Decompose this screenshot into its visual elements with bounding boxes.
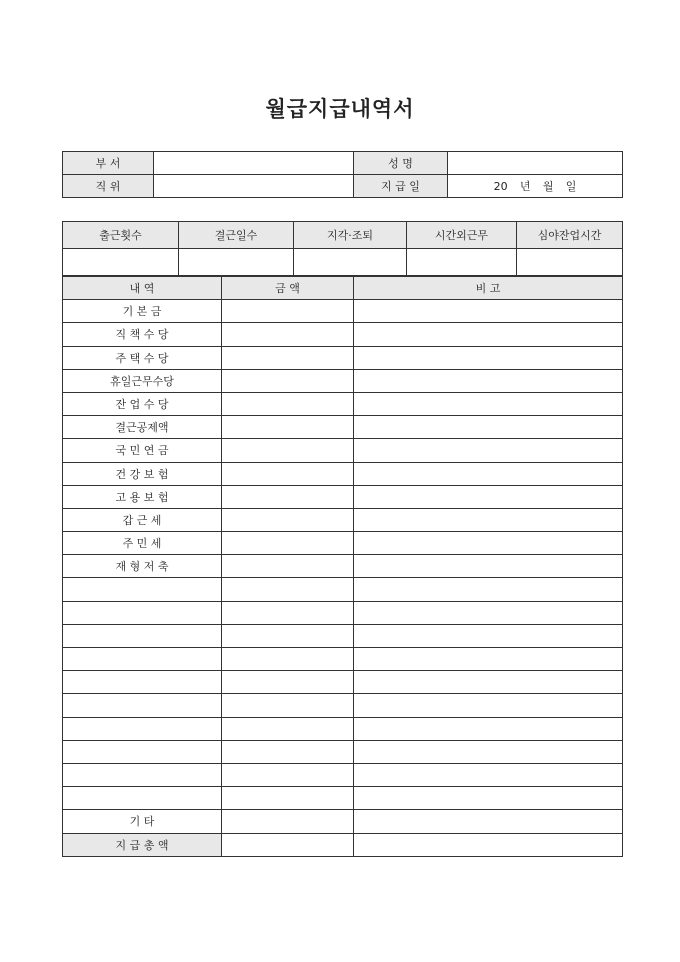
item-amount-field[interactable] xyxy=(222,439,354,462)
name-field[interactable] xyxy=(448,152,623,175)
item-amount-field[interactable] xyxy=(222,346,354,369)
table-row xyxy=(63,671,623,694)
item-remarks-field[interactable] xyxy=(354,833,623,856)
item-remarks-field[interactable] xyxy=(354,601,623,624)
item-label: 주 택 수 당 xyxy=(63,346,222,369)
table-row xyxy=(63,648,623,671)
item-label: 휴일근무수당 xyxy=(63,369,222,392)
item-label: 직 책 수 당 xyxy=(63,323,222,346)
table-row xyxy=(63,787,623,810)
item-amount-field[interactable] xyxy=(222,671,354,694)
item-remarks-field[interactable] xyxy=(354,648,623,671)
attendance-value-field[interactable] xyxy=(179,249,294,276)
dept-field[interactable] xyxy=(154,152,354,175)
attendance-header: 심야잔업시간 xyxy=(517,222,623,249)
item-label: 고 용 보 험 xyxy=(63,485,222,508)
item-amount-field[interactable] xyxy=(222,763,354,786)
item-remarks-field[interactable] xyxy=(354,787,623,810)
item-amount-field[interactable] xyxy=(222,485,354,508)
table-row xyxy=(63,717,623,740)
item-remarks-field[interactable] xyxy=(354,763,623,786)
name-label: 성 명 xyxy=(354,152,448,175)
table-row xyxy=(63,485,623,508)
item-label xyxy=(63,601,222,624)
item-amount-field[interactable] xyxy=(222,717,354,740)
attendance-value-field[interactable] xyxy=(294,249,407,276)
item-amount-field[interactable] xyxy=(222,369,354,392)
position-label: 직 위 xyxy=(63,175,154,198)
table-row xyxy=(63,624,623,647)
item-label xyxy=(63,763,222,786)
item-label xyxy=(63,787,222,810)
item-remarks-field[interactable] xyxy=(354,624,623,647)
table-row xyxy=(63,833,623,856)
attendance-table xyxy=(62,221,623,276)
item-amount-field[interactable] xyxy=(222,555,354,578)
item-remarks-field[interactable] xyxy=(354,671,623,694)
item-remarks-field[interactable] xyxy=(354,485,623,508)
attendance-header: 시간외근무 xyxy=(407,222,517,249)
page-title: 월급지급내역서 xyxy=(265,97,415,121)
table-row xyxy=(63,578,623,601)
item-label: 기 본 금 xyxy=(63,300,222,323)
item-label xyxy=(63,648,222,671)
table-row xyxy=(63,323,623,346)
item-amount-field[interactable] xyxy=(222,416,354,439)
table-row xyxy=(63,439,623,462)
table-row xyxy=(63,392,623,415)
item-label: 결근공제액 xyxy=(63,416,222,439)
item-label xyxy=(63,694,222,717)
table-row xyxy=(63,532,623,555)
item-amount-field[interactable] xyxy=(222,648,354,671)
attendance-header: 출근횟수 xyxy=(63,222,179,249)
table-row xyxy=(63,300,623,323)
item-remarks-field[interactable] xyxy=(354,532,623,555)
table-row xyxy=(63,508,623,531)
item-amount-field[interactable] xyxy=(222,740,354,763)
item-label xyxy=(63,671,222,694)
item-amount-field[interactable] xyxy=(222,810,354,833)
attendance-header: 결근일수 xyxy=(179,222,294,249)
item-amount-field[interactable] xyxy=(222,392,354,415)
table-row xyxy=(63,740,623,763)
item-amount-field[interactable] xyxy=(222,833,354,856)
table-row xyxy=(63,346,623,369)
position-field[interactable] xyxy=(154,175,354,198)
table-row xyxy=(63,416,623,439)
payday-label: 지 급 일 xyxy=(354,175,448,198)
item-amount-field[interactable] xyxy=(222,508,354,531)
item-label: 기 타 xyxy=(63,810,222,833)
table-row xyxy=(63,810,623,833)
item-remarks-field[interactable] xyxy=(354,508,623,531)
item-label xyxy=(63,578,222,601)
table-row xyxy=(63,694,623,717)
item-label xyxy=(63,624,222,647)
item-amount-field[interactable] xyxy=(222,601,354,624)
table-row xyxy=(63,601,623,624)
item-label: 갑 근 세 xyxy=(63,508,222,531)
item-remarks-field[interactable] xyxy=(354,717,623,740)
item-amount-field[interactable] xyxy=(222,300,354,323)
employee-info-table xyxy=(62,151,623,198)
item-label: 재 형 저 축 xyxy=(63,555,222,578)
attendance-value-field[interactable] xyxy=(517,249,623,276)
item-label: 국 민 연 금 xyxy=(63,439,222,462)
item-remarks-field[interactable] xyxy=(354,810,623,833)
table-row xyxy=(63,462,623,485)
item-remarks-field[interactable] xyxy=(354,323,623,346)
item-label: 건 강 보 험 xyxy=(63,462,222,485)
item-label: 잔 업 수 당 xyxy=(63,392,222,415)
pay-items-table xyxy=(62,276,623,857)
item-amount-field[interactable] xyxy=(222,787,354,810)
item-label xyxy=(63,740,222,763)
attendance-value-field[interactable] xyxy=(63,249,179,276)
item-remarks-field[interactable] xyxy=(354,555,623,578)
item-label: 주 민 세 xyxy=(63,532,222,555)
item-remarks-field[interactable] xyxy=(354,369,623,392)
item-label xyxy=(63,717,222,740)
item-remarks-field[interactable] xyxy=(354,740,623,763)
item-label: 지 급 총 액 xyxy=(63,833,222,856)
items-header-amount: 금 액 xyxy=(222,277,354,300)
item-remarks-field[interactable] xyxy=(354,578,623,601)
item-amount-field[interactable] xyxy=(222,532,354,555)
dept-label: 부 서 xyxy=(63,152,154,175)
item-amount-field[interactable] xyxy=(222,694,354,717)
item-amount-field[interactable] xyxy=(222,578,354,601)
item-remarks-field[interactable] xyxy=(354,439,623,462)
item-remarks-field[interactable] xyxy=(354,300,623,323)
item-amount-field[interactable] xyxy=(222,462,354,485)
table-row xyxy=(63,555,623,578)
item-amount-field[interactable] xyxy=(222,323,354,346)
payday-field[interactable]: 20 년 월 일 xyxy=(448,175,623,198)
item-remarks-field[interactable] xyxy=(354,416,623,439)
items-header-description: 내 역 xyxy=(63,277,222,300)
item-remarks-field[interactable] xyxy=(354,346,623,369)
table-row xyxy=(63,369,623,392)
table-row xyxy=(63,763,623,786)
item-remarks-field[interactable] xyxy=(354,462,623,485)
item-remarks-field[interactable] xyxy=(354,694,623,717)
attendance-header: 지각·조퇴 xyxy=(294,222,407,249)
item-amount-field[interactable] xyxy=(222,624,354,647)
item-remarks-field[interactable] xyxy=(354,392,623,415)
items-header-remarks: 비 고 xyxy=(354,277,623,300)
attendance-value-field[interactable] xyxy=(407,249,517,276)
